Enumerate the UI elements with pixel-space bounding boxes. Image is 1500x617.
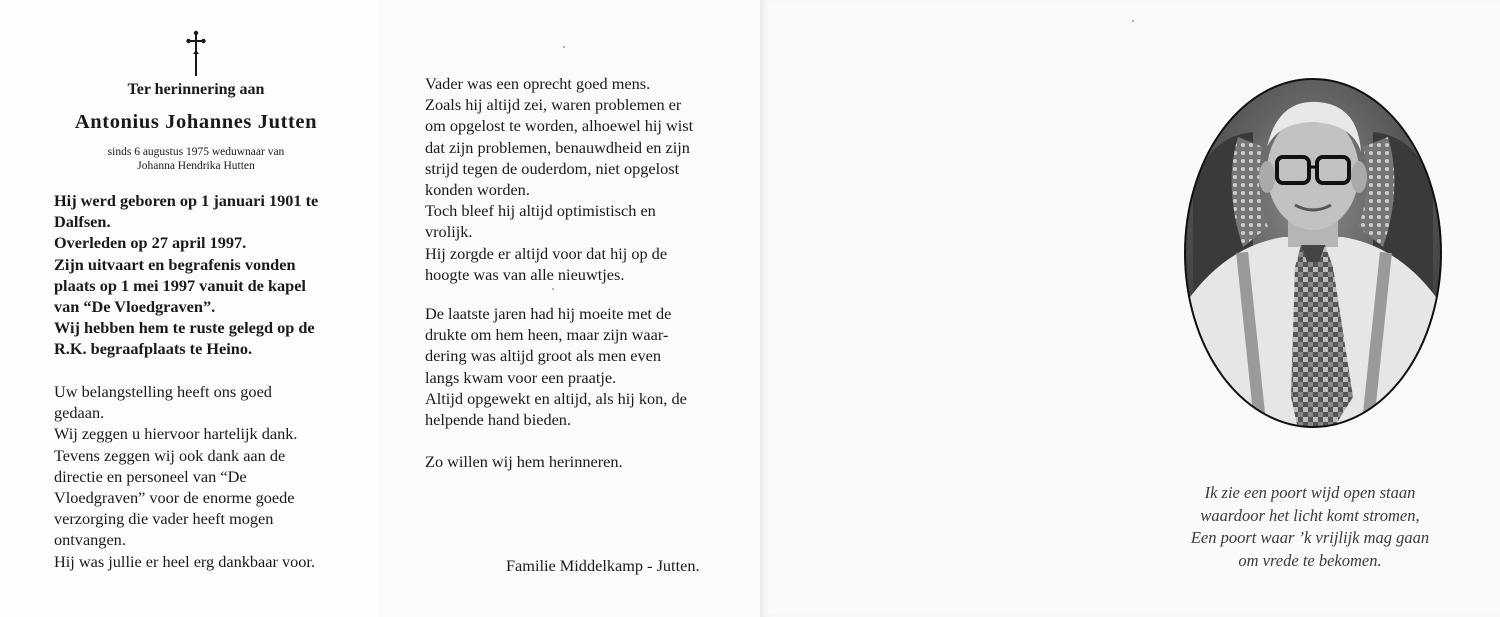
poem-line: Ik zie een poort wijd open staan (1204, 483, 1416, 502)
text-line: dering was altijd groot als men even (425, 346, 662, 366)
text-line: Overleden op 27 april 1997. (54, 233, 247, 253)
poem-line: om vrede te bekomen. (1238, 550, 1382, 570)
text-line: ontvangen. (54, 530, 126, 550)
text-line: gedaan. (54, 403, 105, 423)
text-line: langs kwam voor een praatje. (425, 367, 617, 387)
text-line: Hij was jullie er heel erg dankbaar voor. (54, 551, 316, 571)
text-line: Wij hebben hem te ruste gelegd op de (54, 318, 315, 338)
text-line: van “De Vloedgraven”. (54, 296, 216, 316)
text-line: directie en personeel van “De (54, 466, 247, 486)
text-line: R.K. begraafplaats te Heino. (54, 339, 253, 359)
tribute-paragraph-1 (425, 73, 693, 285)
family-signature: Familie Middelkamp - Jutten. (506, 556, 700, 575)
text-line: Dalfsen. (54, 212, 111, 232)
thanks-paragraph (54, 381, 315, 572)
text-line: Vader was een oprecht goed mens. (425, 74, 651, 93)
text-line: Hij zorgde er altijd voor dat hij op de (425, 243, 668, 263)
text-line: hoogte was van alle nieuwtjes. (425, 264, 625, 284)
left-panel (0, 0, 378, 617)
text-line: Vloedgraven” voor de enorme goede (54, 487, 295, 507)
portrait-photo (1183, 77, 1443, 429)
paper-speck (1132, 20, 1134, 22)
text-line: konden worden. (425, 179, 530, 199)
text-line: drukte om hem heen, maar zijn waar- (425, 325, 669, 345)
text-line: Tevens zeggen wij ook dank aan de (54, 445, 286, 465)
text-line: Toch bleef hij altijd optimistisch en (425, 201, 656, 221)
poem-line: Een poort waar ’k vrijlijk mag gaan (1190, 528, 1430, 547)
text-line: De laatste jaren had hij moeite met de (425, 304, 672, 323)
life-details (54, 190, 318, 360)
text-line: om opgelost te worden, alhoewel hij wist (425, 116, 694, 136)
poem (1140, 482, 1480, 572)
text-line: Uw belangstelling heeft ons goed (54, 382, 272, 401)
widower-line-2: Johanna Hendrika Hutten (137, 160, 255, 172)
paper-speck (552, 288, 554, 290)
deceased-name: Antonius Johannes Jutten (74, 111, 318, 133)
tribute-paragraph-2 (425, 303, 687, 430)
text-line: verzorging die vader heeft mogen (54, 509, 274, 529)
text-line: Zijn uitvaart en begrafenis vonden (54, 254, 296, 274)
poem-line: waardoor het licht komt stromen, (1200, 505, 1420, 525)
text-line: dat zijn problemen, benauwdheid en zijn (425, 137, 690, 157)
text-line: Altijd opgewekt en altijd, als hij kon, de (425, 388, 687, 408)
text-line: helpende hand bieden. (425, 409, 572, 429)
text-line: Hij werd geboren op 1 januari 1901 te (54, 191, 319, 210)
widower-line-1: sinds 6 augustus 1975 weduwnaar van (107, 146, 285, 158)
text-line: plaats op 1 mei 1997 vanuit de kapel (54, 275, 306, 295)
text-line: strijd tegen de ouderdom, niet opgelost (425, 158, 680, 178)
text-line: Wij zeggen u hiervoor hartelijk dank. (54, 424, 298, 444)
memorial-heading: Ter herinnering aan (127, 81, 265, 98)
paper-speck (563, 46, 565, 48)
text-line: vrolijk. (425, 222, 473, 242)
text-line: Zoals hij altijd zei, waren problemen er (425, 95, 682, 115)
cross-icon (186, 30, 206, 78)
tribute-paragraph-3 (425, 451, 623, 472)
text-line: Zo willen wij hem herinneren. (425, 452, 623, 471)
